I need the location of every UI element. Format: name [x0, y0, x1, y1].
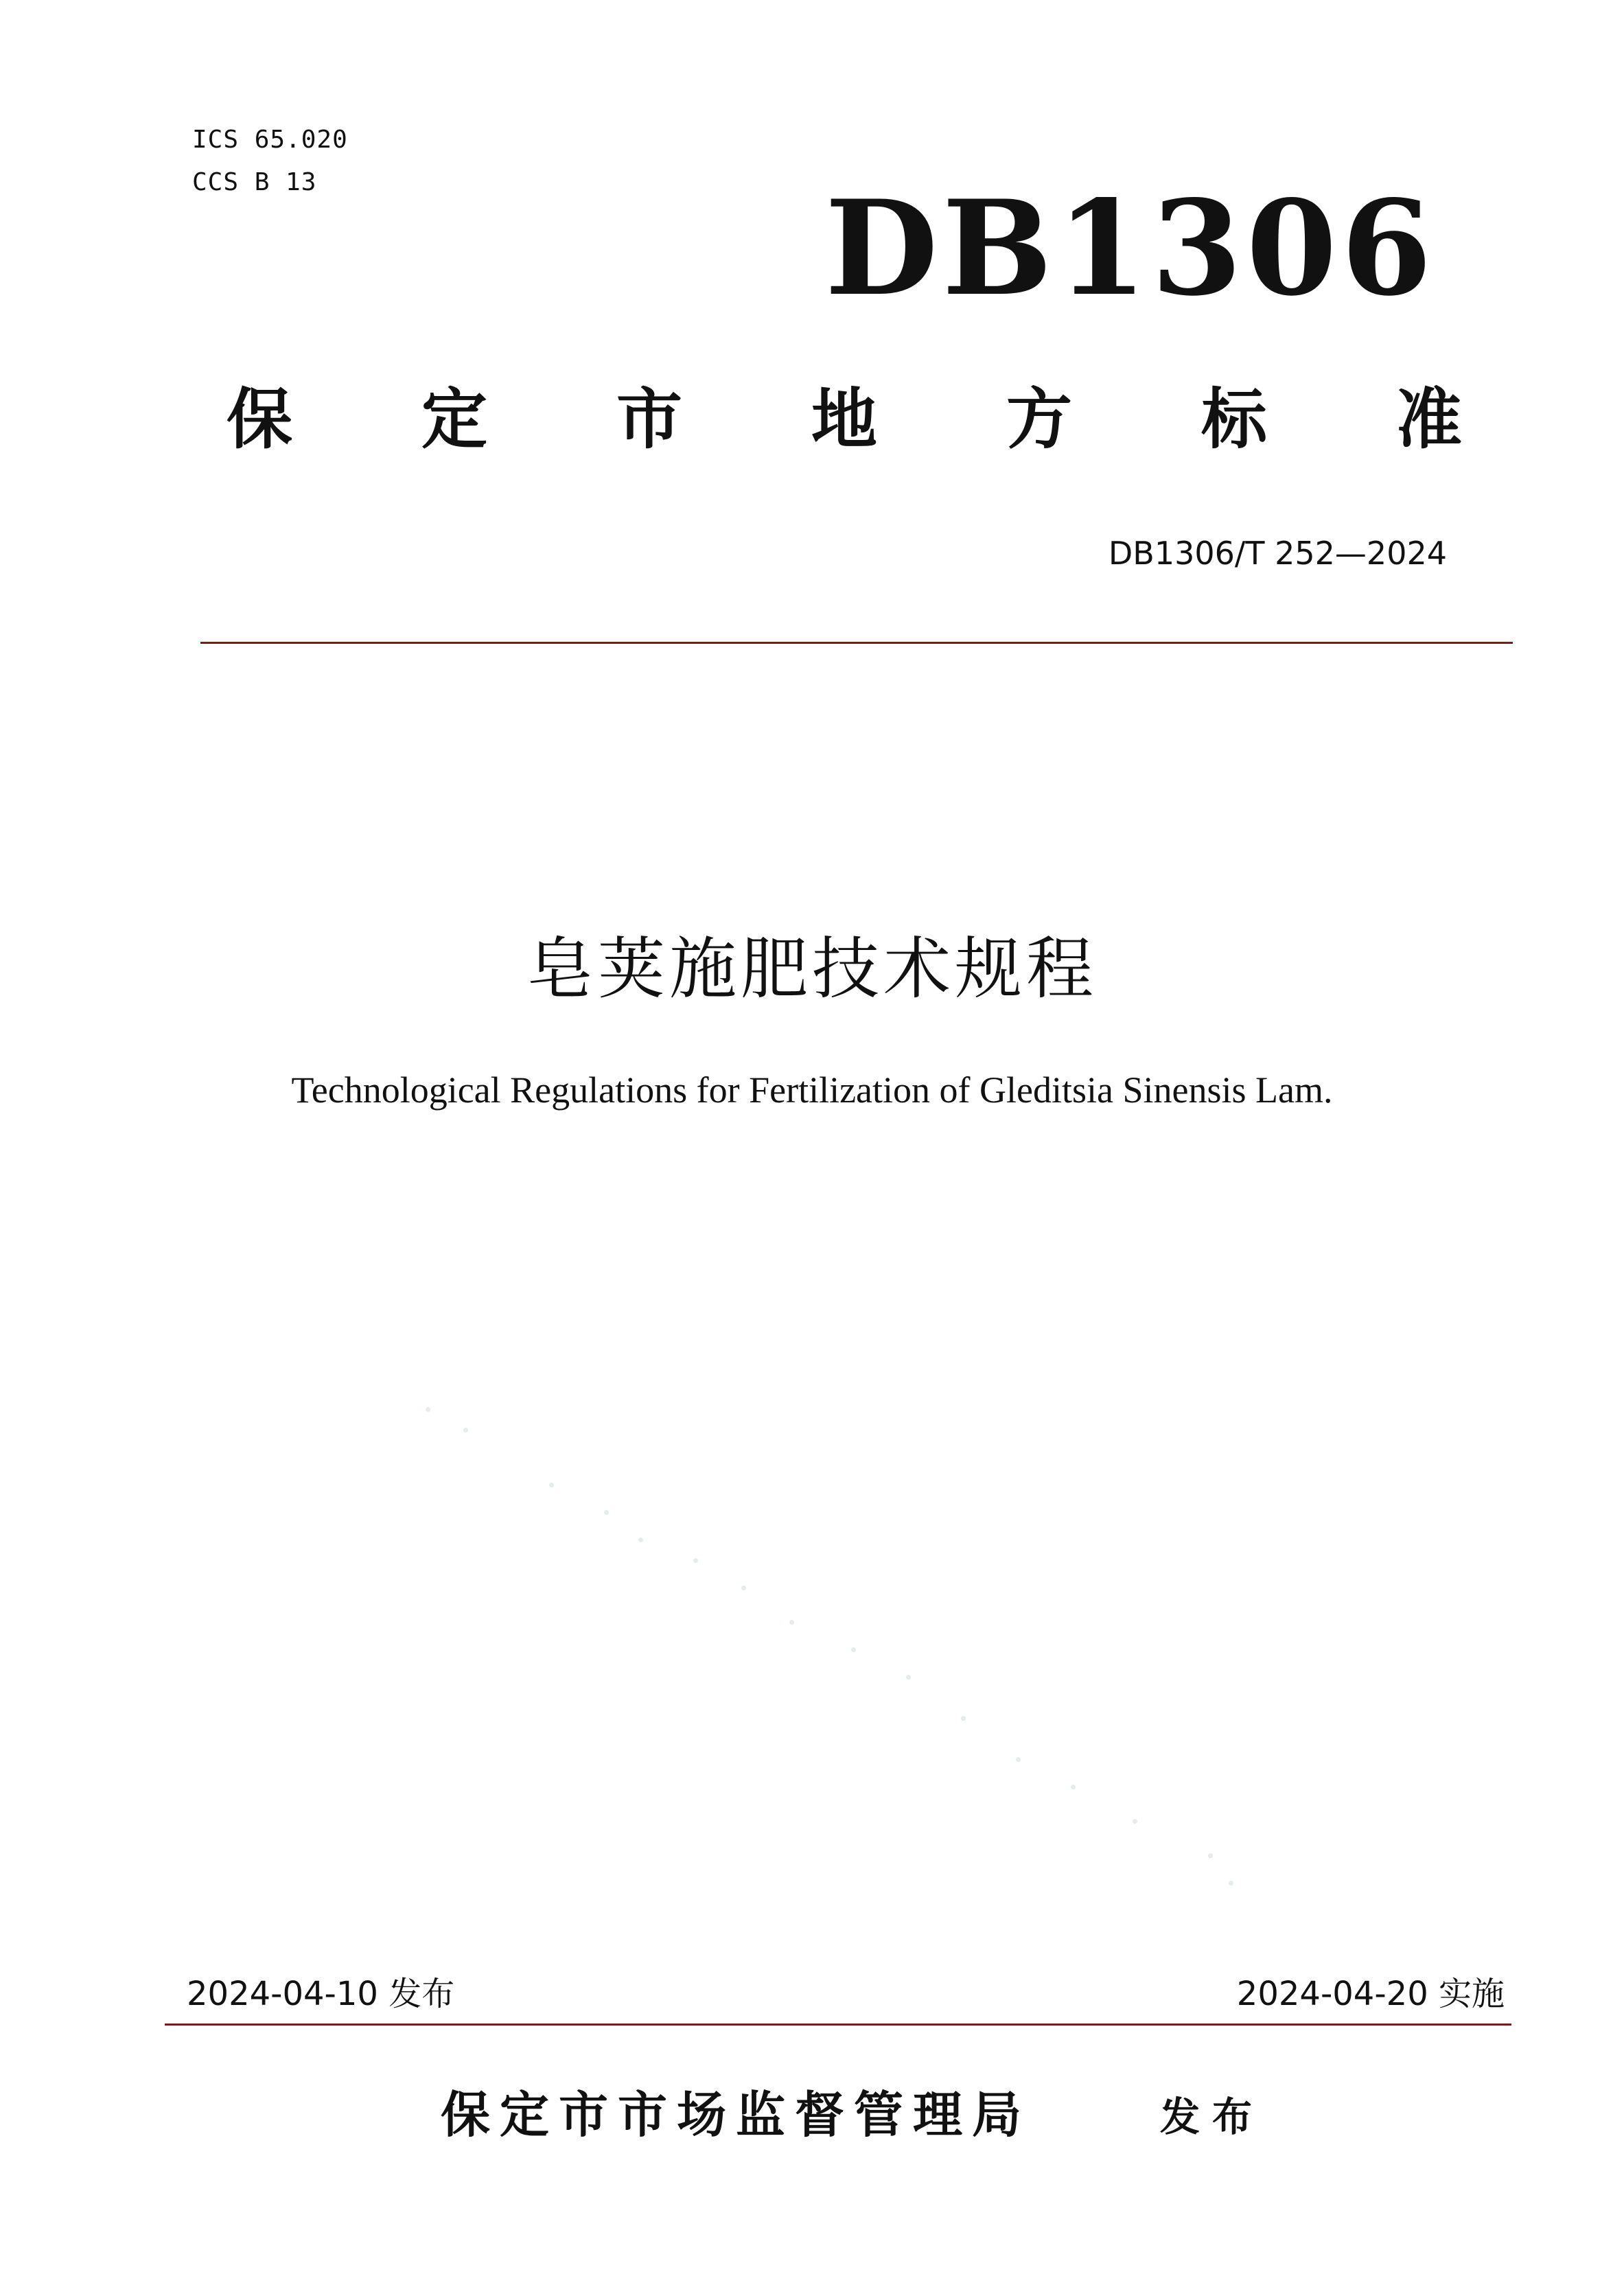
issue-label: 发布 [1160, 2094, 1265, 2140]
standard-category-title [227, 382, 1462, 457]
publish-date: 2024-04-10 发布 [187, 1975, 455, 2013]
title-char: 标 [1201, 381, 1267, 458]
standard-logo: DB1306 [824, 172, 1436, 325]
effective-date: 2024-04-20 实施 [1236, 1975, 1505, 2013]
title-char: 方 [1006, 381, 1072, 458]
standard-number: DB1306/T 252—2024 [1108, 535, 1447, 572]
top-divider [200, 642, 1513, 644]
title-char: 准 [1396, 381, 1462, 458]
title-char: 地 [811, 381, 877, 458]
document-title-english: Technological Regulations for Fertilization of Gleditsia Sinensis Lam. [291, 1069, 1333, 1111]
ics-code: ICS 65.020 [192, 126, 348, 154]
title-char: 市 [616, 381, 682, 458]
issuing-authority: 保定市市场监督管理局 [441, 2086, 1032, 2144]
title-char: 保 [227, 381, 292, 458]
ccs-code: CCS B 13 [192, 168, 317, 196]
title-char: 定 [421, 381, 487, 458]
document-title-chinese: 皂荚施肥技术规程 [526, 930, 1098, 1008]
bottom-divider [165, 2024, 1511, 2026]
